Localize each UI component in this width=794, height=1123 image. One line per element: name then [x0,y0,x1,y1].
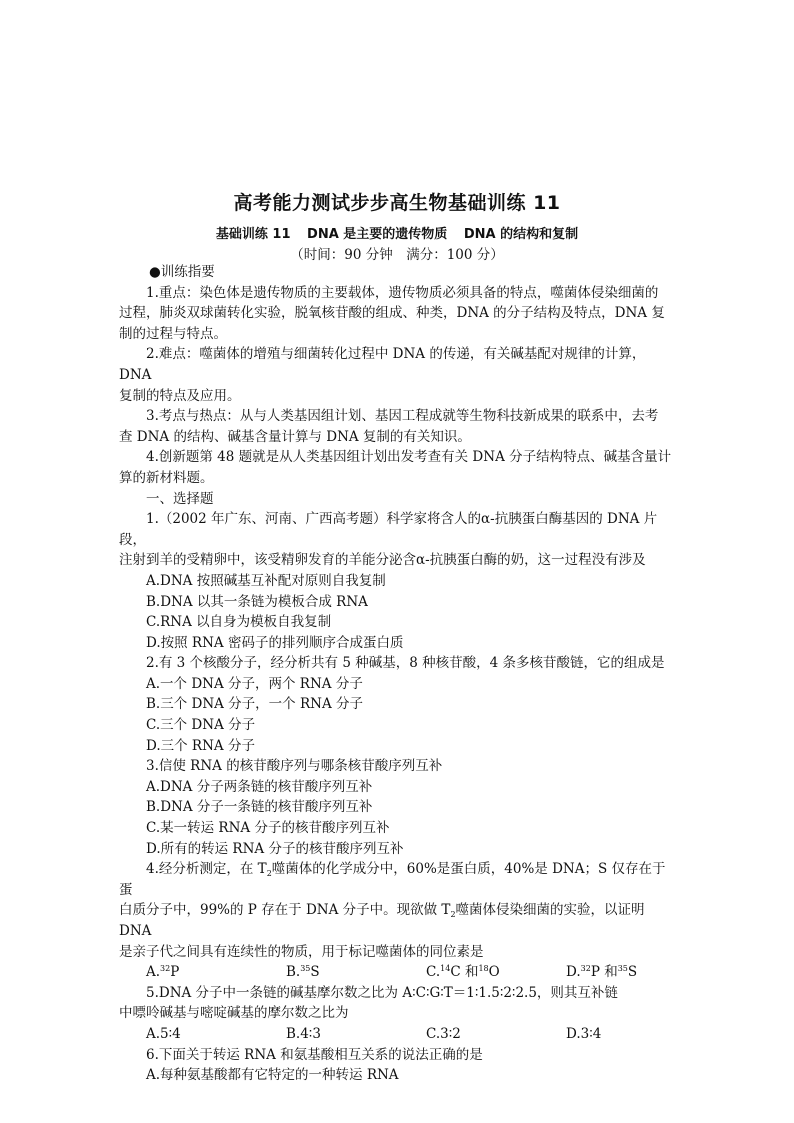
text-run: 白质分子中，99%的 P 存在于 DNA 分子中。现欲做 T [119,902,451,919]
option-d: D.三个 RNA 分子 [146,737,255,754]
option-d: D.所有的转运 RNA 分子的核苷酸序列互补 [146,840,404,857]
question-text: 2.有 3 个核酸分子，经分析共有 5 种碱基，8 种核苷酸，4 条多核苷酸链，它的组成是 [146,655,665,672]
option-d: D.按照 RNA 密码子的排列顺序合成蛋白质 [146,634,404,651]
subtitle-part-c: DNA 的结构和复制 [463,227,579,242]
question-text: 5.DNA 分子中一条链的碱基摩尔数之比为 A∶C∶G∶T＝1∶1.5∶2∶2.5，则其互补链 [146,984,618,1001]
subscript: 2 [266,869,272,879]
option-a: A.$^{32}$P [146,964,180,981]
question-text: 是亲子代之间具有连续性的物质，用于标记噬菌体的同位素是 [119,943,484,960]
option-a: A.每种氨基酸都有它特定的一种转运 RNA [146,1067,399,1084]
options-row [119,1024,675,1045]
options-row [119,962,675,983]
section-heading: 一、选择题 [146,490,214,507]
subtitle-part-b: DNA 是主要的遗传物质 [307,227,448,242]
option-c: C.某一转运 RNA 分子的核苷酸序列互补 [146,820,390,837]
question-text: 3.信使 RNA 的核苷酸序列与哪条核苷酸序列互补 [146,758,443,775]
guide-heading: ●训练指要 [149,264,215,280]
option-b: B.DNA 以其一条链为模板合成 RNA [146,593,368,610]
option-a: A.DNA 按照碱基互补配对原则自我复制 [146,572,386,589]
paragraph-line: 4.创新题第 48 题就是从人类基因组计划出发考查有关 DNA 分子结构特点、碱基含量计 [146,449,672,466]
option-a: A.DNA 分子两条链的核苷酸序列互补 [146,778,373,795]
option-c: C.3∶2 [426,1025,461,1042]
option-c: C.$^{14}$C 和$^{18}$O [426,964,500,981]
option-b: B.三个 DNA 分子，一个 RNA 分子 [146,696,363,713]
option-b: B.DNA 分子一条链的核苷酸序列互补 [146,799,373,816]
document-body [119,262,675,1086]
question-text: 1.（2002 年广东、河南、广西高考题）科学家将含人的α-抗胰蛋白酶基因的 DNA 片段， [119,511,658,548]
question-text: 中嘌呤碱基与嘧啶碱基的摩尔数之比为 [119,1005,349,1022]
paragraph-line: 算的新材料题。 [119,469,214,486]
paragraph-line: 1.重点：染色体是遗传物质的主要载体，遗传物质必须具备的特点，噬菌体侵染细菌的 [146,284,659,301]
paragraph-line: 查 DNA 的结构、碱基含量计算与 DNA 复制的有关知识。 [119,428,471,445]
question-text [119,900,675,941]
option-a: A.5∶4 [146,1025,181,1042]
option-d: D.$^{32}$P 和$^{35}$S [566,964,638,981]
paragraph-line: 制的过程与特点。 [119,325,227,342]
subtitle-part-a: 基础训练 11 [215,227,291,242]
text-run: 噬菌体侵染细菌的实验，以证明 DNA [119,902,645,939]
paragraph-line: 复制的特点及应用。 [119,387,241,404]
paragraph-line: 2.难点：噬菌体的增殖与细菌转化过程中 DNA 的传递，有关碱基配对规律的计算，DNA [119,346,646,383]
document-title: 高考能力测试步步高生物基础训练 11 [233,192,561,214]
paragraph-line: 过程，肺炎双球菌转化实验，脱氧核苷酸的组成、种类，DNA 的分子结构及特点，DNA 复 [119,305,665,322]
question-text: 注射到羊的受精卵中，该受精卵发育的羊能分泌含α-抗胰蛋白酶的奶，这一过程没有涉及 [119,552,646,569]
question-text [119,859,675,900]
text-run: 4.经分析测定，在 T [146,861,267,878]
subscript: 2 [450,910,456,920]
option-b: B.4∶3 [286,1025,321,1042]
text-run: 噬菌体的化学成分中，60%是蛋白质，40%是 DNA；S 仅存在于蛋 [119,861,666,898]
option-c: C.三个 DNA 分子 [146,717,256,734]
option-c: C.RNA 以自身为模板自我复制 [146,614,332,631]
option-b: B.$^{35}$S [286,964,320,981]
question-text: 6.下面关于转运 RNA 和氨基酸相互关系的说法正确的是 [146,1046,483,1063]
document-subtitle [0,223,794,242]
time-info: （时间：90 分钟 满分：100 分） [290,247,504,263]
option-a: A.一个 DNA 分子，两个 RNA 分子 [146,675,363,692]
paragraph-line: 3.考点与热点：从与人类基因组计划、基因工程成就等生物科技新成果的联系中，去考 [146,408,659,425]
option-d: D.3∶4 [566,1025,602,1042]
